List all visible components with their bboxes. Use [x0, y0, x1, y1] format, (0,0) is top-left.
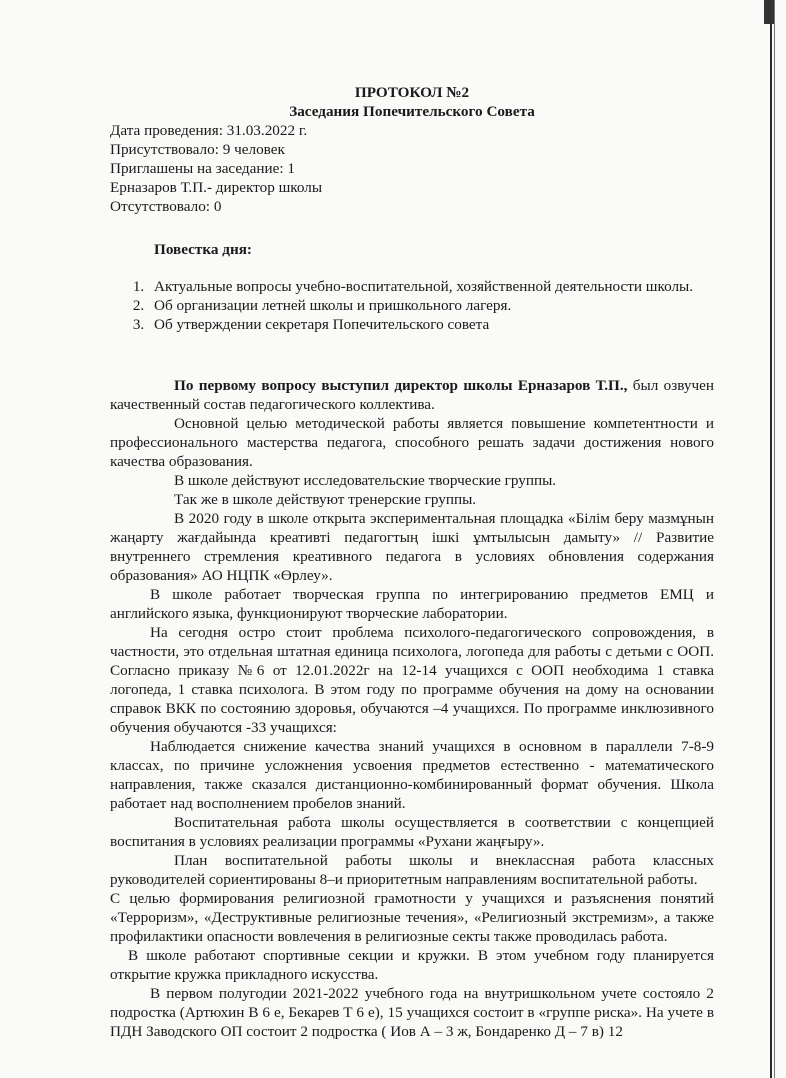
protocol-body	[110, 376, 714, 1041]
meeting-director: Ерназаров Т.П.- директор школы	[110, 179, 323, 196]
agenda-title: Повестка дня:	[154, 241, 252, 258]
meeting-date: Дата проведения: 31.03.2022 г.	[110, 122, 308, 139]
meeting-absent: Отсутствовало: 0	[110, 198, 222, 215]
meeting-invited: Приглашены на заседание: 1	[110, 160, 295, 177]
scan-corner-mark	[764, 0, 774, 24]
paragraph: Основной целью методической работы является повышение компетентности и профессионального мастерства педагога, способного решать задачи достижения нового качества образования.	[110, 415, 714, 470]
agenda-item: 1. Актуальные вопросы учебно-воспитательной, хозяйственной деятельности школы.	[148, 277, 714, 296]
paragraph: В школе работает творческая группа по интегрированию предметов ЕМЦ и английского языка, функционируют творческие лаборатории.	[110, 586, 714, 622]
protocol-title: ПРОТОКОЛ №2	[354, 84, 470, 101]
paragraph: На сегодня остро стоит проблема психолого-педагогического сопровождения, в частности, это отдельная штатная единица психолога, логопеда для работы с детьми с ООП. Согласно приказу №6 от 12.01.2022г на 12-14 учащихся с ООП необходима 1 ставка логопеда, 1 ставка психолога. В этом году по программе обучения на дому на основании справок ВКК по состоянию здоровья, обучаются –4 учащихся. По программе инклюзивного обучения обучаются -33 учащихся:	[110, 624, 714, 736]
agenda-item: 3. Об утверждении секретаря Попечительского совета	[148, 315, 714, 334]
agenda-list	[110, 277, 714, 334]
paragraph: В первом полугодии 2021-2022 учебного года на внутришкольном учете состояло 2 подростка (Артюхин В 6 е, Бекарев Т 6 е), 15 учащихся состоит в «группе риска». На учете в ПДН Заводского ОП состоит 2 подростка ( Иов А – 3 ж, Бондаренко Д – 7 в) 12	[110, 985, 714, 1040]
meeting-present: Присутствовало: 9 человек	[110, 141, 285, 158]
document-content	[110, 83, 714, 1041]
paragraph: Наблюдается снижение качества знаний учащихся в основном в параллели 7-8-9 классах, по причине усложнения усвоения предметов естественно - математического направления, также сказался дистанционно-комбинированный формат обучения. Школа работает над восполнением пробелов знаний.	[110, 738, 714, 812]
meeting-meta	[110, 121, 714, 216]
speaker-intro: По первому вопросу выступил директор школы Ерназаров Т.П.,	[174, 377, 628, 394]
scan-edge-shadow	[774, 0, 775, 1078]
scan-edge	[770, 0, 772, 1078]
speaker-intro-rest: был озвучен качественный состав педагогического коллектива.	[110, 377, 715, 413]
paragraph-first-question	[110, 376, 714, 414]
paragraph: Так же в школе действуют тренерские группы.	[174, 491, 477, 508]
paragraph: В 2020 году в школе открыта экспериментальная площадка «Білім беру мазмұнын жаңарту жағдайында креативті педагогтың ішкі ұмтылысын дамыту» // Развитие внутреннего стремления креативного педагога в условиях обновления содержания образования» АО НЦПК «Өрлеу».	[110, 510, 714, 584]
paragraph: План воспитательной работы школы и внеклассная работа классных руководителей сориентированы 8–и приоритетным направлениям воспитательной работы.	[110, 852, 714, 888]
paragraph: Воспитательная работа школы осуществляется в соответствии с концепцией воспитания в условиях реализации программы «Рухани жаңғыру».	[110, 814, 714, 850]
paragraph: С целью формирования религиозной грамотности у учащихся и разъяснения понятий «Терроризм», «Деструктивные религиозные течения», «Религиозный экстремизм», а также профилактики опасности вовлечения в религиозные секты также проводилась работа.	[110, 890, 714, 945]
protocol-subtitle: Заседания Попечительского Совета	[289, 103, 535, 120]
paragraph: В школе работают спортивные секции и кружки. В этом учебном году планируется открытие кружка прикладного искусства.	[110, 947, 714, 983]
agenda-item: 2. Об организации летней школы и пришкольного лагеря.	[148, 296, 714, 315]
paragraph: В школе действуют исследовательские творческие группы.	[174, 472, 557, 489]
